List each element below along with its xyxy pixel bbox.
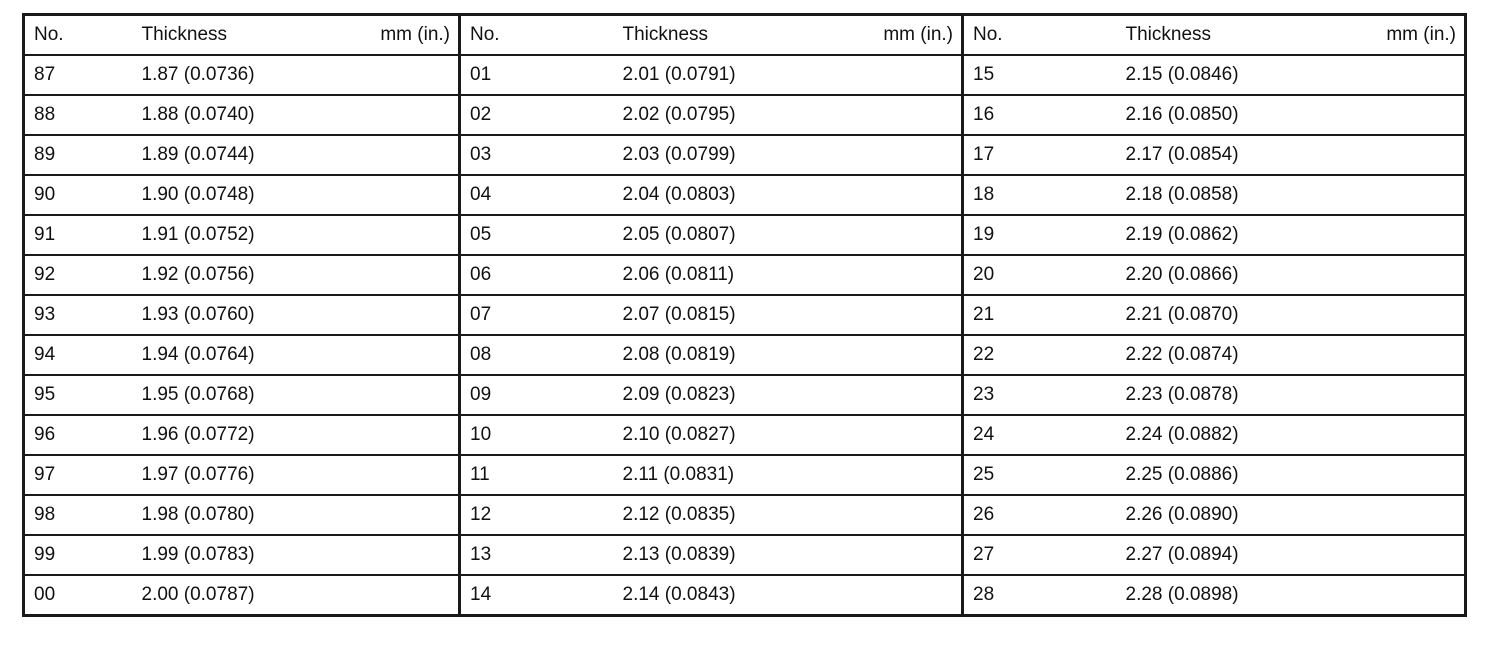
row-number: 87 — [24, 55, 142, 95]
thickness-table-2 — [458, 13, 964, 617]
table-row — [963, 535, 1466, 575]
thickness-value: 2.26 (0.0890) — [1126, 495, 1286, 535]
table-row — [963, 455, 1466, 495]
table-header-row — [963, 15, 1466, 56]
thickness-value: 2.27 (0.0894) — [1126, 535, 1286, 575]
row-number: 18 — [963, 175, 1126, 215]
thickness-value: 2.08 (0.0819) — [623, 335, 783, 375]
thickness-value: 2.19 (0.0862) — [1126, 215, 1286, 255]
thickness-value: 2.23 (0.0878) — [1126, 375, 1286, 415]
table-row — [460, 135, 963, 175]
row-number: 97 — [24, 455, 142, 495]
empty-cell — [783, 535, 963, 575]
empty-cell — [1286, 415, 1466, 455]
table-row — [963, 175, 1466, 215]
thickness-value: 2.25 (0.0886) — [1126, 455, 1286, 495]
table-row — [963, 375, 1466, 415]
thickness-value: 1.92 (0.0756) — [142, 255, 282, 295]
thickness-value: 2.17 (0.0854) — [1126, 135, 1286, 175]
empty-cell — [1286, 335, 1466, 375]
thickness-value: 1.88 (0.0740) — [142, 95, 282, 135]
empty-cell — [282, 335, 460, 375]
thickness-value: 1.90 (0.0748) — [142, 175, 282, 215]
empty-cell — [783, 575, 963, 616]
empty-cell — [783, 455, 963, 495]
empty-cell — [282, 535, 460, 575]
thickness-value: 1.95 (0.0768) — [142, 375, 282, 415]
table-row — [24, 175, 460, 215]
thickness-value: 1.99 (0.0783) — [142, 535, 282, 575]
empty-cell — [282, 255, 460, 295]
empty-cell — [282, 175, 460, 215]
row-number: 21 — [963, 295, 1126, 335]
header-thickness: Thickness — [1126, 15, 1286, 56]
row-number: 23 — [963, 375, 1126, 415]
thickness-value: 2.11 (0.0831) — [623, 455, 783, 495]
row-number: 10 — [460, 415, 623, 455]
empty-cell — [1286, 455, 1466, 495]
row-number: 07 — [460, 295, 623, 335]
empty-cell — [282, 415, 460, 455]
empty-cell — [1286, 215, 1466, 255]
table-row — [963, 135, 1466, 175]
header-no: No. — [460, 15, 623, 56]
row-number: 11 — [460, 455, 623, 495]
thickness-value: 2.24 (0.0882) — [1126, 415, 1286, 455]
thickness-tables — [22, 13, 1464, 617]
empty-cell — [783, 335, 963, 375]
table-row — [24, 415, 460, 455]
table-row — [460, 535, 963, 575]
table-row — [963, 255, 1466, 295]
table-row — [460, 415, 963, 455]
thickness-table-1 — [22, 13, 461, 617]
row-number: 89 — [24, 135, 142, 175]
empty-cell — [783, 415, 963, 455]
thickness-value: 2.20 (0.0866) — [1126, 255, 1286, 295]
row-number: 26 — [963, 495, 1126, 535]
table-row — [24, 575, 460, 616]
empty-cell — [1286, 495, 1466, 535]
row-number: 01 — [460, 55, 623, 95]
empty-cell — [1286, 255, 1466, 295]
empty-cell — [783, 295, 963, 335]
header-thickness: Thickness — [623, 15, 783, 56]
table-row — [24, 55, 460, 95]
thickness-value: 2.13 (0.0839) — [623, 535, 783, 575]
empty-cell — [1286, 535, 1466, 575]
table-row — [460, 55, 963, 95]
thickness-value: 1.87 (0.0736) — [142, 55, 282, 95]
thickness-value: 1.93 (0.0760) — [142, 295, 282, 335]
empty-cell — [1286, 55, 1466, 95]
row-number: 02 — [460, 95, 623, 135]
table-header-row — [460, 15, 963, 56]
empty-cell — [282, 95, 460, 135]
thickness-value: 2.21 (0.0870) — [1126, 295, 1286, 335]
empty-cell — [282, 575, 460, 616]
row-number: 04 — [460, 175, 623, 215]
thickness-value: 2.06 (0.0811) — [623, 255, 783, 295]
header-thickness: Thickness — [142, 15, 282, 56]
empty-cell — [282, 295, 460, 335]
table-row — [460, 335, 963, 375]
table-row — [24, 255, 460, 295]
empty-cell — [1286, 135, 1466, 175]
table-row — [24, 215, 460, 255]
empty-cell — [783, 495, 963, 535]
row-number: 05 — [460, 215, 623, 255]
header-unit: mm (in.) — [282, 15, 460, 56]
thickness-value: 2.18 (0.0858) — [1126, 175, 1286, 215]
thickness-value: 1.96 (0.0772) — [142, 415, 282, 455]
row-number: 09 — [460, 375, 623, 415]
table-row — [460, 495, 963, 535]
thickness-value: 1.91 (0.0752) — [142, 215, 282, 255]
thickness-value: 2.12 (0.0835) — [623, 495, 783, 535]
empty-cell — [783, 55, 963, 95]
thickness-value: 2.16 (0.0850) — [1126, 95, 1286, 135]
row-number: 98 — [24, 495, 142, 535]
empty-cell — [1286, 175, 1466, 215]
thickness-value: 2.01 (0.0791) — [623, 55, 783, 95]
empty-cell — [282, 135, 460, 175]
header-unit: mm (in.) — [783, 15, 963, 56]
row-number: 00 — [24, 575, 142, 616]
table-row — [460, 375, 963, 415]
table-row — [460, 95, 963, 135]
row-number: 15 — [963, 55, 1126, 95]
row-number: 16 — [963, 95, 1126, 135]
table-row — [963, 295, 1466, 335]
thickness-value: 2.07 (0.0815) — [623, 295, 783, 335]
row-number: 28 — [963, 575, 1126, 616]
header-no: No. — [24, 15, 142, 56]
row-number: 93 — [24, 295, 142, 335]
thickness-value: 1.98 (0.0780) — [142, 495, 282, 535]
row-number: 12 — [460, 495, 623, 535]
table-row — [460, 215, 963, 255]
table-row — [963, 495, 1466, 535]
row-number: 95 — [24, 375, 142, 415]
thickness-value: 2.00 (0.0787) — [142, 575, 282, 616]
thickness-value: 2.10 (0.0827) — [623, 415, 783, 455]
row-number: 27 — [963, 535, 1126, 575]
table-row — [460, 575, 963, 616]
header-unit: mm (in.) — [1286, 15, 1466, 56]
thickness-value: 2.03 (0.0799) — [623, 135, 783, 175]
table-row — [24, 455, 460, 495]
empty-cell — [282, 55, 460, 95]
table-row — [963, 95, 1466, 135]
thickness-value: 2.22 (0.0874) — [1126, 335, 1286, 375]
empty-cell — [1286, 375, 1466, 415]
table-row — [24, 135, 460, 175]
empty-cell — [783, 375, 963, 415]
thickness-value: 2.15 (0.0846) — [1126, 55, 1286, 95]
table-row — [963, 335, 1466, 375]
row-number: 17 — [963, 135, 1126, 175]
row-number: 06 — [460, 255, 623, 295]
row-number: 14 — [460, 575, 623, 616]
empty-cell — [783, 95, 963, 135]
table-row — [460, 295, 963, 335]
thickness-value: 2.09 (0.0823) — [623, 375, 783, 415]
table-row — [963, 55, 1466, 95]
row-number: 03 — [460, 135, 623, 175]
thickness-value: 2.04 (0.0803) — [623, 175, 783, 215]
row-number: 08 — [460, 335, 623, 375]
empty-cell — [1286, 95, 1466, 135]
table-header-row — [24, 15, 460, 56]
row-number: 99 — [24, 535, 142, 575]
empty-cell — [282, 215, 460, 255]
empty-cell — [282, 455, 460, 495]
table-row — [24, 295, 460, 335]
thickness-value: 1.89 (0.0744) — [142, 135, 282, 175]
thickness-value: 2.05 (0.0807) — [623, 215, 783, 255]
row-number: 91 — [24, 215, 142, 255]
thickness-value: 2.28 (0.0898) — [1126, 575, 1286, 616]
header-no: No. — [963, 15, 1126, 56]
empty-cell — [1286, 295, 1466, 335]
thickness-value: 1.94 (0.0764) — [142, 335, 282, 375]
row-number: 19 — [963, 215, 1126, 255]
table-row — [24, 375, 460, 415]
row-number: 24 — [963, 415, 1126, 455]
empty-cell — [783, 255, 963, 295]
empty-cell — [783, 215, 963, 255]
row-number: 25 — [963, 455, 1126, 495]
table-row — [24, 535, 460, 575]
table-row — [963, 215, 1466, 255]
row-number: 13 — [460, 535, 623, 575]
empty-cell — [783, 135, 963, 175]
row-number: 92 — [24, 255, 142, 295]
row-number: 90 — [24, 175, 142, 215]
row-number: 96 — [24, 415, 142, 455]
thickness-value: 2.14 (0.0843) — [623, 575, 783, 616]
table-row — [963, 575, 1466, 616]
thickness-value: 1.97 (0.0776) — [142, 455, 282, 495]
row-number: 88 — [24, 95, 142, 135]
empty-cell — [783, 175, 963, 215]
thickness-value: 2.02 (0.0795) — [623, 95, 783, 135]
empty-cell — [1286, 575, 1466, 616]
table-row — [460, 455, 963, 495]
empty-cell — [282, 375, 460, 415]
row-number: 22 — [963, 335, 1126, 375]
table-row — [24, 495, 460, 535]
row-number: 20 — [963, 255, 1126, 295]
empty-cell — [282, 495, 460, 535]
thickness-table-3 — [961, 13, 1467, 617]
table-row — [460, 255, 963, 295]
table-row — [460, 175, 963, 215]
table-row — [963, 415, 1466, 455]
table-row — [24, 335, 460, 375]
row-number: 94 — [24, 335, 142, 375]
table-row — [24, 95, 460, 135]
